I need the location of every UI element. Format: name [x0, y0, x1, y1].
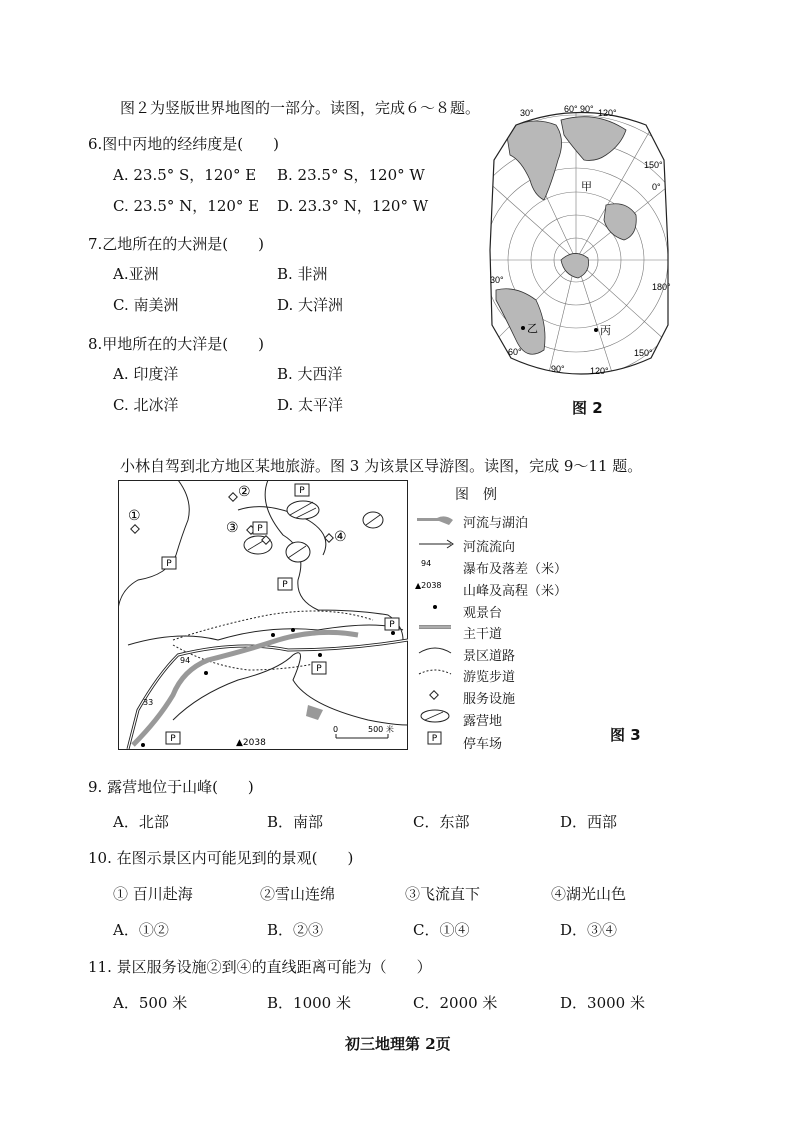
facility-marker-1: ①: [128, 508, 141, 524]
scale-500: 500 米: [368, 725, 394, 734]
q7-option-c: C. 南美洲: [113, 296, 179, 314]
q9-option-c: C．东部: [413, 813, 470, 831]
lat-0-label: 0°: [652, 182, 661, 192]
lon-150-label: 150°: [644, 160, 663, 170]
legend-trail-symbol: [419, 670, 451, 674]
q7-option-d: D. 大洋洲: [277, 296, 344, 314]
facility-marker-3: ③: [226, 520, 239, 536]
lat-30-label: 30°: [490, 275, 504, 285]
waterfall-94: 94: [180, 656, 191, 665]
lat-60-label: 60°: [508, 347, 522, 357]
legend-river-symbol: [417, 516, 453, 525]
bottom-150-label: 150°: [634, 348, 653, 358]
parking-5: P: [389, 620, 395, 630]
q6-option-b: B. 23.5° S，120° W: [277, 166, 425, 184]
q6-option-a: A. 23.5° S，120° E: [113, 166, 257, 184]
facility-marker-2: ②: [238, 484, 251, 500]
legend-title: 图 例: [455, 487, 497, 503]
section1-intro: 图２为竖版世界地图的一部分。读图，完成６～８题。: [120, 99, 481, 117]
q10-stem: 10. 在图示景区内可能见到的景观( ): [88, 849, 354, 867]
legend-parking-symbol: P: [431, 734, 438, 744]
lon-180-label: 180°: [652, 282, 671, 292]
parking-1: P: [299, 486, 305, 496]
q11-option-c: C．2000 米: [413, 994, 498, 1012]
mountain-peak: ▲2038: [236, 738, 266, 748]
lon-30-label: 30°: [520, 108, 534, 118]
q11-option-a: A．500 米: [113, 994, 188, 1012]
bottom-90-label: 90°: [551, 364, 565, 374]
q7-option-a: A.亚洲: [113, 265, 159, 283]
q10-option-b: B．②③: [267, 921, 324, 939]
parking-6: P: [316, 664, 322, 674]
q11-stem: 11. 景区服务设施②到④的直线距离可能为（ ）: [88, 958, 432, 976]
parking-4: P: [282, 580, 288, 590]
q10-item-3: ③飞流直下: [405, 885, 481, 903]
q6-option-c: C. 23.5° N，120° E: [113, 197, 260, 215]
q11-option-b: B．1000 米: [267, 994, 351, 1012]
q8-option-c: C. 北冰洋: [113, 396, 179, 414]
legend-item-trail: 游览步道: [463, 670, 516, 685]
q6-option-d: D. 23.3° N，120° W: [277, 197, 429, 215]
legend-item-parking: 停车场: [463, 737, 503, 752]
q6-stem: 6.图中丙地的经纬度是( ): [88, 135, 280, 153]
yi-point: [521, 326, 525, 330]
q10-item-4: ④湖光山色: [551, 885, 627, 903]
figure3-label: 图 3: [610, 726, 641, 744]
q9-stem: 9. 露营地位于山峰( ): [88, 778, 254, 796]
legend-service-symbol: [430, 691, 438, 699]
parking-3: P: [166, 559, 172, 569]
legend-item-river: 河流与湖泊: [463, 516, 529, 531]
q8-option-b: B. 大西洋: [277, 365, 343, 383]
section2-intro: 小林自驾到北方地区某地旅游。图 3 为该景区导游图。读图，完成 9～11 题。: [120, 457, 643, 475]
q10-option-d: D．③④: [560, 921, 618, 939]
page-footer: 初三地理第 2页: [345, 1035, 451, 1053]
legend-scenic-road-symbol: [419, 648, 451, 653]
q10-item-2: ②雪山连绵: [260, 885, 336, 903]
legend-item-viewpoint: 观景台: [463, 606, 503, 621]
figure3-scenic-map: [118, 480, 408, 750]
legend-item-main-road: 主干道: [463, 627, 503, 642]
figure2-world-map: [486, 100, 676, 385]
waterfall-33: 33: [143, 698, 154, 707]
q7-stem: 7.乙地所在的大洲是( ): [88, 235, 265, 253]
q9-option-d: D．西部: [560, 813, 618, 831]
legend-item-flow: 河流流向: [463, 540, 516, 555]
bottom-120-label: 120°: [590, 366, 609, 376]
legend-item-waterfall: 瀑布及落差（米）: [463, 562, 568, 577]
parking-7: P: [170, 734, 176, 744]
legend-item-service: 服务设施: [463, 692, 516, 707]
legend-item-peak: 山峰及高程（米）: [463, 584, 568, 599]
legend-item-camp: 露营地: [463, 714, 503, 729]
q9-option-a: A．北部: [113, 813, 169, 831]
facility-marker-4: ④: [334, 529, 347, 545]
q7-option-b: B. 非洲: [277, 265, 328, 283]
bing-point: [594, 328, 598, 332]
q9-option-b: B．南部: [267, 813, 324, 831]
q10-option-c: C．①④: [413, 921, 470, 939]
lon-60-label: 60°: [564, 104, 578, 114]
figure2-label: 图 2: [572, 399, 603, 417]
legend-item-scenic-road: 景区道路: [463, 649, 516, 664]
parking-2: P: [257, 524, 263, 534]
q8-option-d: D. 太平洋: [277, 396, 344, 414]
place-bing: 丙: [600, 324, 611, 337]
place-jia: 甲: [581, 180, 592, 193]
legend-fall-prefix: 94: [421, 559, 432, 568]
lon-120-label: 120°: [598, 108, 617, 118]
legend-peak-prefix: ▲2038: [415, 581, 442, 590]
legend-viewpoint-symbol: [433, 605, 437, 609]
q10-item-1: ① 百川赴海: [113, 885, 193, 903]
place-yi: 乙: [527, 322, 538, 335]
lon-90-label: 90°: [580, 104, 594, 114]
q8-option-a: A. 印度洋: [113, 365, 179, 383]
legend-symbols: [415, 508, 465, 748]
q10-option-a: A．①②: [113, 921, 169, 939]
scale-zero: 0: [333, 725, 339, 734]
q8-stem: 8.甲地所在的大洋是( ): [88, 335, 265, 353]
q11-option-d: D．3000 米: [560, 994, 645, 1012]
